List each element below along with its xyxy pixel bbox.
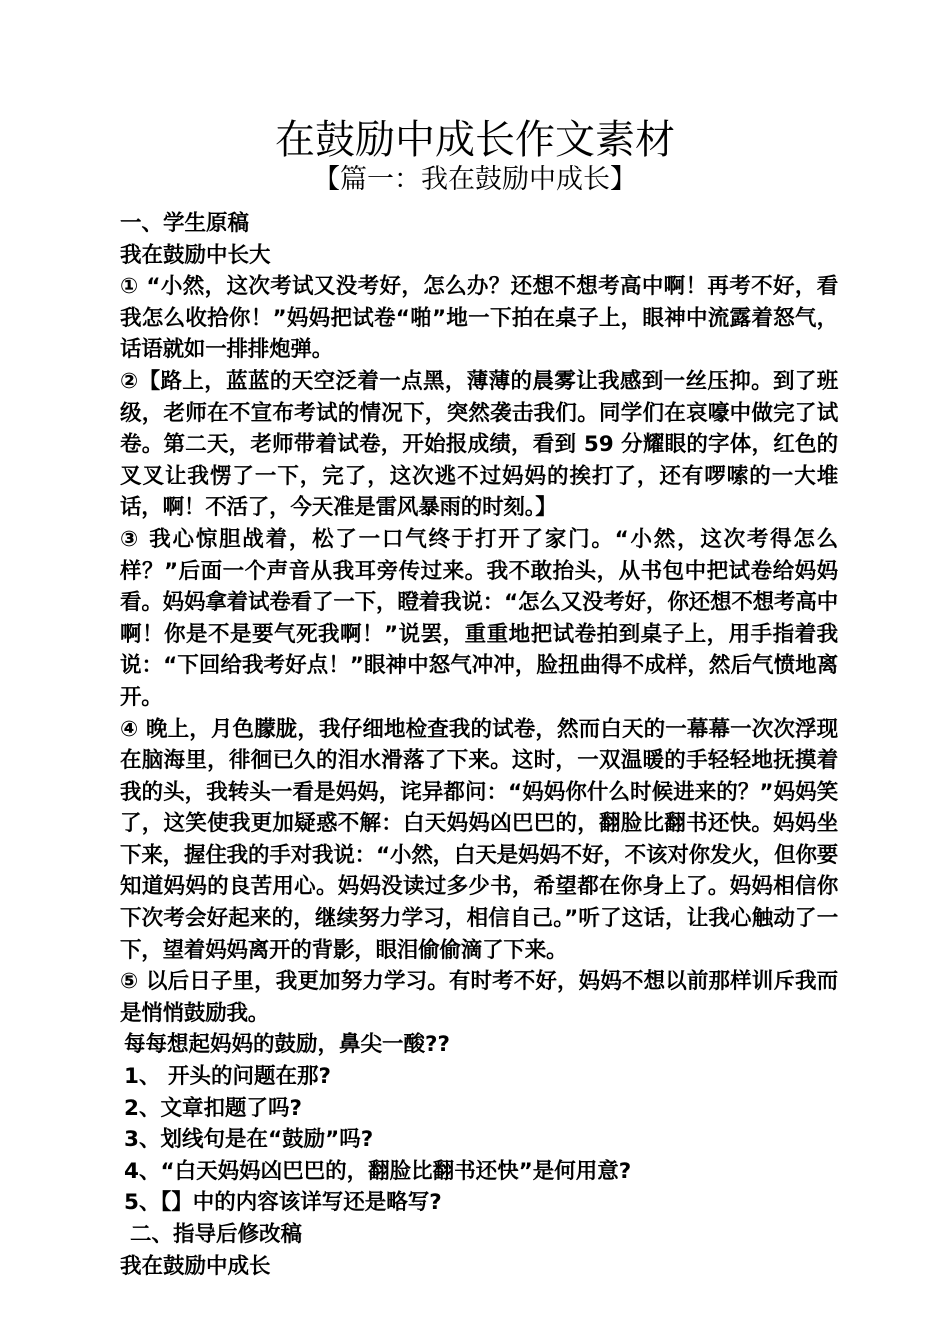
document-subtitle: 【篇一：我在鼓励中成长】 [313, 164, 637, 195]
essay-paragraph-4: ④ 晚上，月色朦胧，我仔细地检查我的试卷，然而白天的一幕幕一次次浮现在脑海里，徘徊已久的泪水滑落了下来。这时，一双温暖的手轻轻地抚摸着我的头，我转头一看是妈妈，诧异都问：“妈妈你什么时候进来的？”妈妈笑了，这笑使我更加疑惑不解：白天妈妈凶巴巴的，翻脸比翻书还快。妈妈坐下来，握住我的手对我说：“小然，白天是妈妈不好，不该对你发火，但你要知道妈妈的良苦用心。妈妈没读过多少书，希望都在你身上了。妈妈相信你下次考会好起来的，继续努力学习，相信自己。”听了这话，让我心触动了一下，望着妈妈离开的背影，眼泪偷偷滴了下来。 [120, 716, 838, 963]
essay-title-revised: 我在鼓励中成长 [120, 1253, 271, 1279]
section-heading-revised-draft: 二、指导后修改稿 [130, 1222, 303, 1247]
essay-paragraph-5: ⑤ 以后日子里，我更加努力学习。有时考不好，妈妈不想以前那样训斥我而是悄悄鼓励我。 [120, 969, 838, 1026]
section-heading-original-draft: 一、学生原稿 [120, 211, 250, 236]
essay-paragraph-2: ②【路上，蓝蓝的天空泛着一点黑，薄薄的晨雾让我感到一丝压抑。到了班级，老师在不宣布考试的情况下，突然袭击我们。同学们在哀嚎中做完了试卷。第二天，老师带着试卷，开始报成绩，看到 59 分耀眼的字体，红色的叉叉让我愣了一下，完了，这次逃不过妈妈的挨打了，还有啰嗦的一大堆话，啊！不活了，今天准是雷风暴雨的时刻。】 [120, 368, 838, 521]
essay-paragraph-3: ③ 我心惊胆战着，松了一口气终于打开了家门。“小然，这次考得怎么样？”后面一个声音从我耳旁传过来。我不敢抬头，从书包中把试卷给妈妈看。妈妈拿着试卷看了一下，瞪着我说：“怎么又没考好，你还想不想考高中啊！你是不是要气死我啊！”说罢，重重地把试卷拍到桌子上，用手指着我说：“下回给我考好点！”眼神中怒气冲冲，脸扭曲得不成样，然后气愤地离开。 [120, 526, 838, 710]
document-body [116, 208, 838, 1282]
essay-closing-line: 每每想起妈妈的鼓励，鼻尖一酸?? [124, 1032, 450, 1058]
essay-title-original: 我在鼓励中长大 [120, 242, 271, 268]
question-item: 5、【】中的内容该详写还是略写? [124, 1190, 442, 1216]
document-title: 在鼓励中成长作文素材 [275, 117, 675, 163]
question-item: 2、文章扣题了吗? [124, 1095, 302, 1121]
essay-paragraph-1: ① “小然，这次考试又没考好，怎么办？还想不想考高中啊！再考不好，看我怎么收拾你！”妈妈把试卷“啪”地一下拍在桌子上，眼神中流露着怒气，话语就如一排排炮弹。 [120, 274, 838, 363]
question-item: 3、划线句是在“鼓励”吗? [124, 1127, 374, 1153]
question-item: 1、 开头的问题在那? [124, 1064, 331, 1090]
question-item: 4、“白天妈妈凶巴巴的，翻脸比翻书还快”是何用意? [124, 1158, 632, 1184]
